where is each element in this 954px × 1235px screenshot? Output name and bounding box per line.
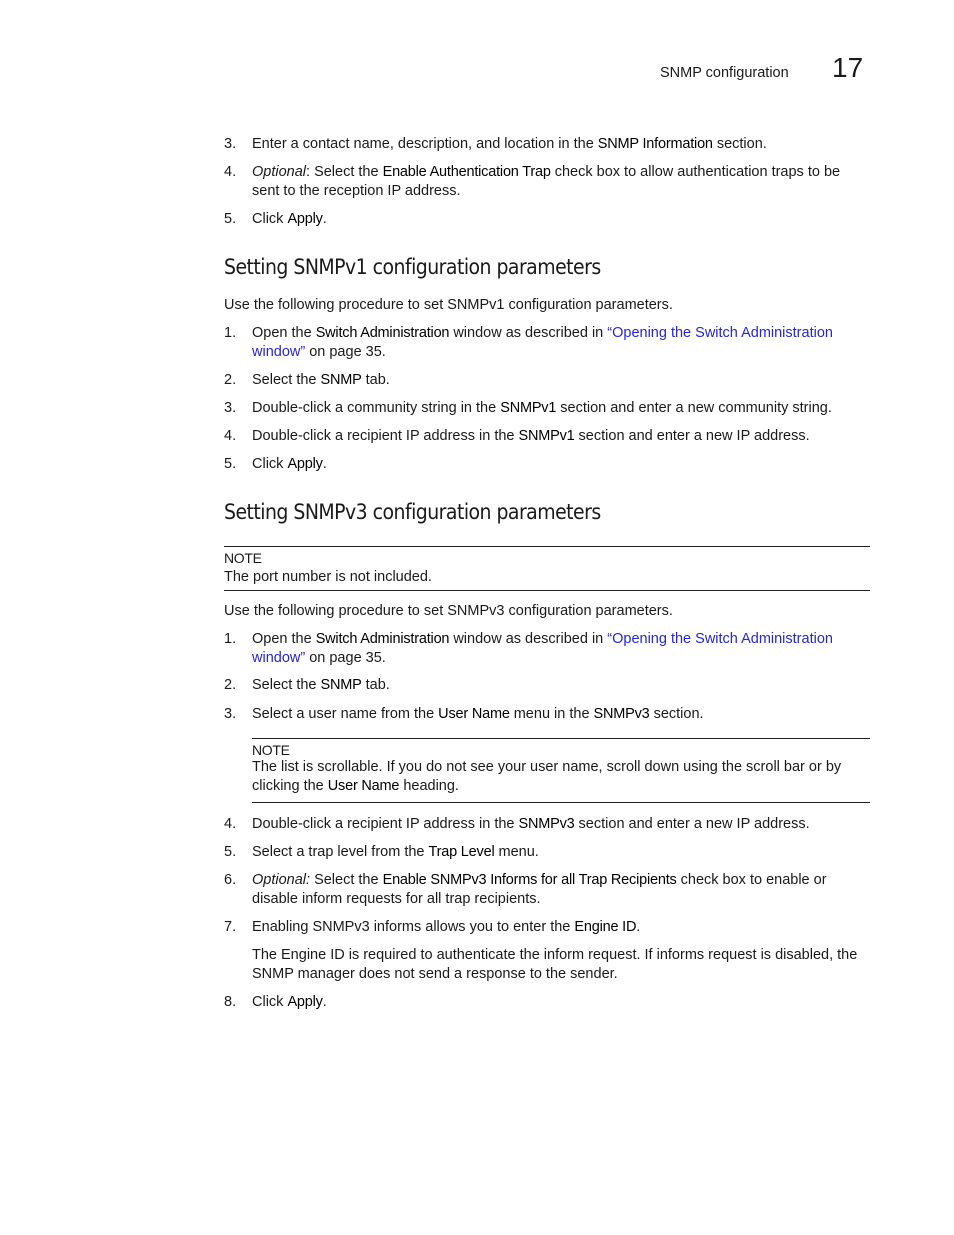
step-text: Optional: Select the Enable SNMPv3 Informs for all Trap Recipients check box to enable or disable inform requests for all trap recipients. (252, 872, 827, 907)
step-number: 4. (224, 428, 237, 444)
step-text: Double-click a recipient IP address in the SNMPv1 section and enter a new IP address. (252, 428, 810, 444)
note-text: The port number is not included. (224, 569, 432, 585)
step-detail-paragraph: The Engine ID is required to authenticate the inform request. If informs request is disabled, the SNMP manager does not send a response to the sender. (252, 947, 858, 982)
section-heading-snmpv3: Setting SNMPv3 configuration parameters (224, 500, 601, 524)
step-text: Click Apply. (252, 456, 327, 472)
step-text: Click Apply. (252, 994, 327, 1010)
step-number: 5. (224, 456, 237, 472)
section-intro: Use the following procedure to set SNMPv3 configuration parameters. (224, 603, 673, 619)
cross-reference-link[interactable]: “Opening the Switch Administration window” (252, 631, 833, 666)
ui-term: SNMPv1 (518, 428, 575, 444)
section-intro: Use the following procedure to set SNMPv1 configuration parameters. (224, 297, 673, 313)
step-text: Select the SNMP tab. (252, 677, 390, 693)
ui-term: SNMP (320, 372, 362, 388)
ui-term: Trap Level (428, 844, 495, 860)
ui-term: User Name (327, 778, 400, 794)
step-number: 7. (224, 919, 237, 935)
note-label: NOTE (252, 742, 290, 758)
ui-term: Apply (287, 994, 323, 1010)
ui-term: Enable SNMPv3 Informs for all Trap Recipients (382, 872, 677, 888)
step-number: 6. (224, 872, 237, 888)
section-heading-snmpv1: Setting SNMPv1 configuration parameters (224, 255, 601, 279)
note-text: The list is scrollable. If you do not see your user name, scroll down using the scroll bar or by clicking the User Name heading. (252, 759, 842, 794)
step-text: Double-click a community string in the SNMPv1 section and enter a new community string. (252, 400, 832, 416)
step-number: 1. (224, 325, 237, 341)
step-text: Open the Switch Administration window as described in “Opening the Switch Administration window” on page 35. (252, 325, 833, 360)
running-header: SNMP configuration (660, 65, 789, 81)
step-text: Select the SNMP tab. (252, 372, 390, 388)
ui-term: SNMP Information (597, 136, 713, 152)
step-text: Enter a contact name, description, and location in the SNMP Information section. (252, 136, 767, 152)
note-rule-top (252, 738, 870, 739)
step-number: 8. (224, 994, 237, 1010)
step-text: Select a user name from the User Name menu in the SNMPv3 section. (252, 706, 704, 722)
ui-term: Switch Administration (315, 325, 450, 341)
cross-reference-link[interactable]: “Opening the Switch Administration window” (252, 325, 833, 360)
ui-term: SNMPv3 (518, 816, 575, 832)
ui-term: SNMPv3 (593, 706, 650, 722)
step-text: Open the Switch Administration window as described in “Opening the Switch Administration window” on page 35. (252, 631, 833, 666)
ui-term: Switch Administration (315, 631, 450, 647)
step-number: 1. (224, 631, 237, 647)
note-rule-bottom (224, 590, 870, 591)
step-number: 2. (224, 677, 237, 693)
step-number: 2. (224, 372, 237, 388)
ui-term: SNMP (320, 677, 362, 693)
note-rule-bottom (252, 802, 870, 803)
note-label: NOTE (224, 550, 262, 566)
chapter-number: 17 (832, 52, 864, 83)
step-number: 3. (224, 706, 237, 722)
note-rule-top (224, 546, 870, 547)
ui-term: Apply (287, 456, 323, 472)
ui-term: Apply (287, 211, 323, 227)
ui-term: Enable Authentication Trap (382, 164, 551, 180)
step-text: Optional: Select the Enable Authentication Trap check box to allow authentication traps to be sent to the reception IP address. (252, 164, 841, 199)
ui-term: Engine ID (574, 919, 637, 935)
step-number: 3. (224, 136, 237, 152)
step-number: 5. (224, 844, 237, 860)
step-text: Enabling SNMPv3 informs allows you to enter the Engine ID. (252, 919, 641, 935)
ui-term: User Name (438, 706, 510, 722)
step-number: 5. (224, 211, 237, 227)
step-text: Select a trap level from the Trap Level menu. (252, 844, 539, 860)
step-text: Click Apply. (252, 211, 327, 227)
step-number: 4. (224, 816, 237, 832)
ui-term: SNMPv1 (500, 400, 557, 416)
step-number: 3. (224, 400, 237, 416)
step-number: 4. (224, 164, 237, 180)
step-text: Double-click a recipient IP address in the SNMPv3 section and enter a new IP address. (252, 816, 810, 832)
